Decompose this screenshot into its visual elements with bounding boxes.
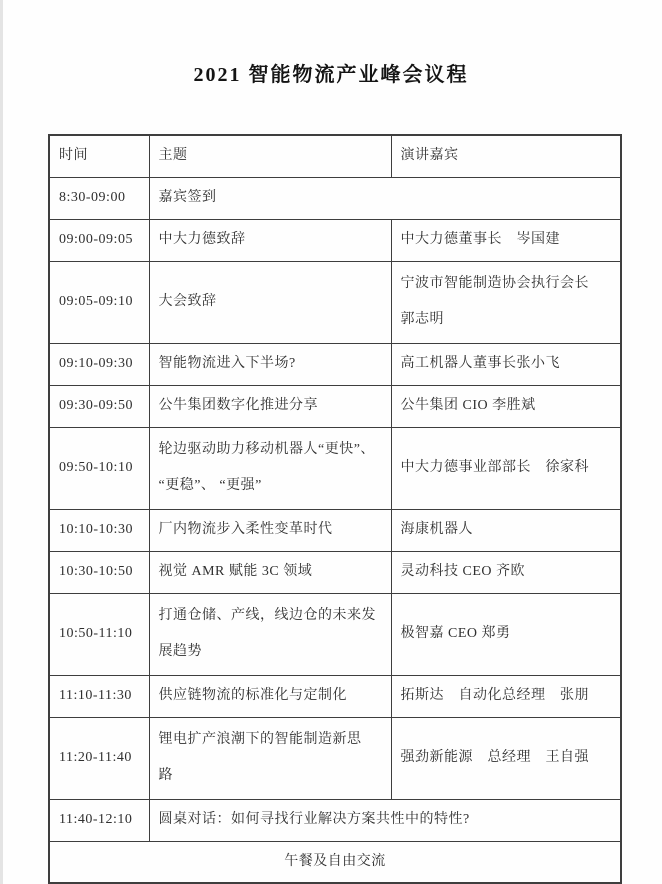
- table-row: [49, 799, 621, 841]
- topic-cell: 大会致辞: [149, 261, 391, 343]
- topic-line: “更稳”、 “更强”: [158, 478, 262, 493]
- topic-cell: 公牛集团数字化推进分享: [149, 385, 391, 427]
- time-cell: 11:20-11:40: [49, 717, 149, 799]
- topic-line: 打通仓储、产线，线边仓的未来发: [158, 608, 376, 623]
- topic-cell: 智能物流进入下半场?: [149, 343, 391, 385]
- time-cell: 09:00-09:05: [49, 219, 149, 261]
- time-cell: 10:30-10:50: [49, 551, 149, 593]
- table-row: [49, 675, 621, 717]
- time-cell: 8:30-09:00: [49, 177, 149, 219]
- time-cell: 10:50-11:10: [49, 593, 149, 675]
- time-cell: 11:40-12:10: [49, 799, 149, 841]
- scan-edge-shadow: [0, 0, 3, 884]
- time-cell: 09:50-10:10: [49, 427, 149, 509]
- footer-cell: 午餐及自由交流: [49, 841, 621, 883]
- header-time-cell: 时间: [49, 135, 149, 177]
- speaker-cell: 海康机器人: [391, 509, 621, 551]
- speaker-line: 郭志明: [400, 312, 444, 327]
- topic-cell: 中大力德致辞: [149, 219, 391, 261]
- table-row: [49, 343, 621, 385]
- topic-cell: 嘉宾签到: [149, 177, 621, 219]
- page-title: 2021 智能物流产业峰会议程: [193, 64, 469, 86]
- table-row: [49, 717, 621, 799]
- header-topic-cell: 主题: [149, 135, 391, 177]
- table-row: [49, 427, 621, 509]
- speaker-cell: 灵动科技 CEO 齐欧: [391, 551, 621, 593]
- topic-line: 路: [158, 768, 173, 783]
- speaker-cell: 强劲新能源 总经理 王自强: [391, 717, 621, 799]
- time-cell: 09:10-09:30: [49, 343, 149, 385]
- speaker-cell: 拓斯达 自动化总经理 张朋: [391, 675, 621, 717]
- topic-line: 展趋势: [158, 644, 202, 659]
- speaker-cell: 中大力德董事长 岑国建: [391, 219, 621, 261]
- time-cell: 09:05-09:10: [49, 261, 149, 343]
- speaker-cell: 高工机器人董事长张小飞: [391, 343, 621, 385]
- table-row: [49, 261, 621, 343]
- time-cell: 09:30-09:50: [49, 385, 149, 427]
- agenda-table: [48, 134, 622, 884]
- time-cell: 10:10-10:30: [49, 509, 149, 551]
- time-cell: 11:10-11:30: [49, 675, 149, 717]
- table-header-row: [49, 135, 621, 177]
- speaker-cell: 公牛集团 CIO 李胜斌: [391, 385, 621, 427]
- table-row: [49, 177, 621, 219]
- topic-cell: [149, 593, 391, 675]
- table-row: [49, 219, 621, 261]
- table-row: [49, 385, 621, 427]
- topic-line: 锂电扩产浪潮下的智能制造新思: [158, 732, 362, 747]
- topic-cell: 供应链物流的标准化与定制化: [149, 675, 391, 717]
- topic-cell: [149, 427, 391, 509]
- table-row: [49, 509, 621, 551]
- topic-cell: [149, 717, 391, 799]
- speaker-cell: 中大力德事业部部长 徐家科: [391, 427, 621, 509]
- table-row: [49, 551, 621, 593]
- topic-cell: 圆桌对话：如何寻找行业解决方案共性中的特性?: [149, 799, 621, 841]
- table-footer-row: [49, 841, 621, 883]
- speaker-line: 宁波市智能制造协会执行会长: [400, 276, 589, 291]
- topic-cell: 视觉 AMR 赋能 3C 领域: [149, 551, 391, 593]
- table-row: [49, 593, 621, 675]
- header-speaker-cell: 演讲嘉宾: [391, 135, 621, 177]
- topic-line: 轮边驱动助力移动机器人“更快”、: [158, 442, 375, 457]
- speaker-cell: 极智嘉 CEO 郑勇: [391, 593, 621, 675]
- speaker-cell: [391, 261, 621, 343]
- topic-cell: 厂内物流步入柔性变革时代: [149, 509, 391, 551]
